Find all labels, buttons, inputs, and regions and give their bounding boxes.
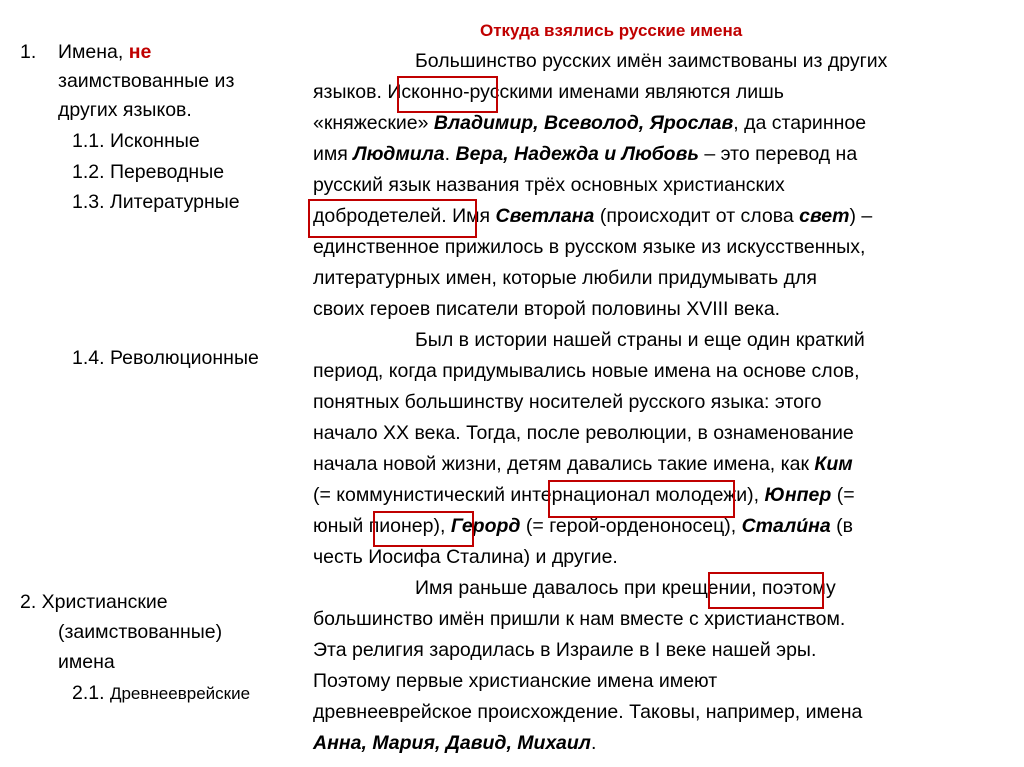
- left-item-1-number: 1.: [20, 41, 37, 63]
- left-item-1-line-3: других языков.: [58, 99, 192, 121]
- highlight-kreshchenii: крещении: [661, 577, 752, 599]
- text-line-6: добродетелей. Имя Светлана (происходит от слова свет) –: [313, 205, 873, 227]
- left-item-2-line-3: имена: [58, 651, 115, 673]
- text-line-23: Анна, Мария, Давид, Михаил.: [313, 732, 597, 754]
- left-item-2-line-2: (заимствованные): [58, 621, 223, 643]
- text-line-2: языков. Исконно-русскими именами являются лишь: [313, 81, 784, 103]
- text-line-8: литературных имен, которые любили придумывать для: [313, 267, 817, 289]
- highlight-iskonno: Исконно: [387, 81, 464, 103]
- text-line-12: понятных большинству носителей русского языка: этого: [313, 391, 822, 413]
- highlight-pioner: пионер: [368, 515, 434, 537]
- text-line-4: имя Людмила. Вера, Надежда и Любовь – это перевод на: [313, 143, 858, 165]
- left-subitem-1-1: 1.1. Исконные: [72, 130, 200, 152]
- text-line-16: юный пионер), Герорд (= герой-орденоносец), Стали́на (в: [313, 515, 854, 537]
- text-line-9: своих героев писатели второй половины XVIII века.: [313, 298, 781, 320]
- highlight-internatsional: интернационал: [510, 484, 650, 506]
- text-line-5: русский язык названия трёх основных христианских: [313, 174, 785, 196]
- text-line-17: честь Иосифа Сталина) и другие.: [313, 546, 618, 568]
- text-line-21: Поэтому первые христианские имена имеют: [313, 670, 718, 692]
- text-line-22: древнееврейское происхождение. Таковы, например, имена: [313, 701, 863, 723]
- text-line-7: единственное прижилось в русском языке из искусственных,: [313, 236, 866, 258]
- left-item-2-line-1: 2. Христианские: [20, 591, 168, 613]
- left-subitem-1-3: 1.3. Литературные: [72, 191, 240, 213]
- left-item-1-line-2: заимствованные из: [58, 70, 235, 92]
- highlight-dobrodeteley: добродетелей: [313, 205, 442, 227]
- text-line-15: (= коммунистический интернационал молодежи), Юнпер (=: [313, 484, 855, 506]
- text-line-10: Был в истории нашей страны и еще один краткий: [415, 329, 865, 351]
- page-title: Откуда взялись русские имена: [480, 21, 743, 40]
- left-item-1-emphasis: не: [128, 41, 152, 63]
- text-line-3: «княжеские» Владимир, Всеволод, Ярослав, да старинное: [313, 112, 867, 134]
- text-line-13: начало XX века. Тогда, после революции, в ознаменование: [313, 422, 854, 444]
- text-line-18: Имя раньше давалось при крещении, поэтому: [415, 577, 836, 599]
- left-subitem-1-2: 1.2. Переводные: [72, 161, 225, 183]
- text-line-14: начала новой жизни, детям давались такие имена, как Ким: [313, 453, 853, 475]
- text-line-19: большинство имён пришли к нам вместе с христианством.: [313, 608, 846, 630]
- left-item-1-line-1: Имена, не: [58, 41, 152, 63]
- text-line-11: период, когда придумывались новые имена на основе слов,: [313, 360, 860, 382]
- text-line-20: Эта религия зародилась в Израиле в I веке нашей эры.: [313, 639, 817, 661]
- left-subitem-2-1: 2.1. Древнееврейские: [72, 682, 251, 704]
- left-subitem-1-4: 1.4. Революционные: [72, 347, 259, 369]
- text-line-1: Большинство русских имён заимствованы из других: [415, 50, 888, 72]
